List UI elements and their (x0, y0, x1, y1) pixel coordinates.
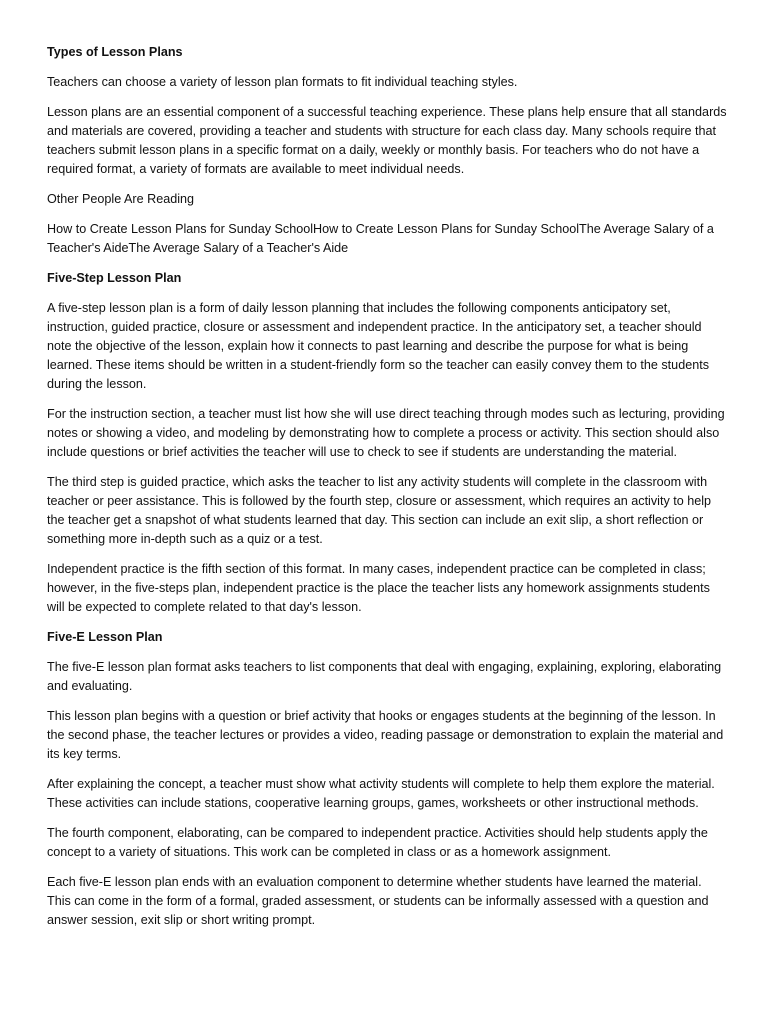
intro-paragraph: Teachers can choose a variety of lesson plan formats to fit individual teaching styles. (47, 75, 518, 89)
five-step-paragraph-1: A five-step lesson plan is a form of daily lesson planning that includes the following components anticipatory set, instruction, guided practice, closure or assessment and independent practice. In the anticipatory set, a teacher should note the objective of the lesson, explain how it connects to past learning and describe the purpose for what is being learned. These items should be written in a student-friendly form so the teacher can easily convey them to the students during the lesson. (47, 301, 709, 391)
five-e-paragraph-1: The five-E lesson plan format asks teachers to list components that deal with engaging, explaining, exploring, elaborating and evaluating. (47, 660, 722, 693)
overview-paragraph: Lesson plans are an essential component of a successful teaching experience. These plans help ensure that all standards and materials are covered, providing a teacher and students with structure for each class day. Many schools require that teachers submit lesson plans in a specific format on a daily, weekly or monthly basis. For teachers who do not have a required format, a variety of formats are available to meet individual needs. (47, 105, 727, 176)
document-page (47, 43, 727, 941)
five-e-paragraph-4: The fourth component, elaborating, can be compared to independent practice. Activities should help students apply the concept to a variety of situations. This work can be completed in class or as a homework assignment. (47, 826, 708, 859)
five-step-paragraph-2: For the instruction section, a teacher must list how she will use direct teaching through modes such as lecturing, providing notes or showing a video, and modeling by demonstrating how to complete a process or activity. This section should also include questions or brief activities the teacher will use to check to see if students are understanding the material. (47, 407, 725, 459)
document-title: Types of Lesson Plans (47, 45, 183, 59)
five-step-paragraph-4: Independent practice is the fifth section of this format. In many cases, independent practice can be completed in class; however, in the five-steps plan, independent practice is the place the teacher lists any homework assignments students will be expected to complete related to that day's lesson. (47, 562, 710, 614)
five-e-paragraph-3: After explaining the concept, a teacher must show what activity students will complete to help them explore the material. These activities can include stations, cooperative learning groups, games, worksheets or other instructional methods. (47, 777, 715, 810)
five-step-paragraph-3: The third step is guided practice, which asks the teacher to list any activity students will complete in the classroom with teacher or peer assistance. This is followed by the fourth step, closure or assessment, which requires an activity to help the teacher get a snapshot of what students learned that day. This section can include an exit slip, a short reflection or something more in-depth such as a quiz or a test. (47, 475, 712, 546)
five-e-paragraph-5: Each five-E lesson plan ends with an evaluation component to determine whether students have learned the material. This can come in the form of a formal, graded assessment, or students can be informally assessed with a question and answer session, exit slip or short writing prompt. (47, 875, 709, 927)
section-heading-five-step: Five-Step Lesson Plan (47, 271, 182, 285)
related-links[interactable]: How to Create Lesson Plans for Sunday SchoolHow to Create Lesson Plans for Sunday SchoolThe Average Salary of a Teacher's AideThe Average Salary of a Teacher's Aide (47, 222, 714, 255)
section-heading-five-e: Five-E Lesson Plan (47, 630, 163, 644)
related-heading: Other People Are Reading (47, 192, 195, 206)
five-e-paragraph-2: This lesson plan begins with a question or brief activity that hooks or engages students at the beginning of the lesson. In the second phase, the teacher lectures or provides a video, reading passage or demonstration to explain the material and its key terms. (47, 709, 724, 761)
